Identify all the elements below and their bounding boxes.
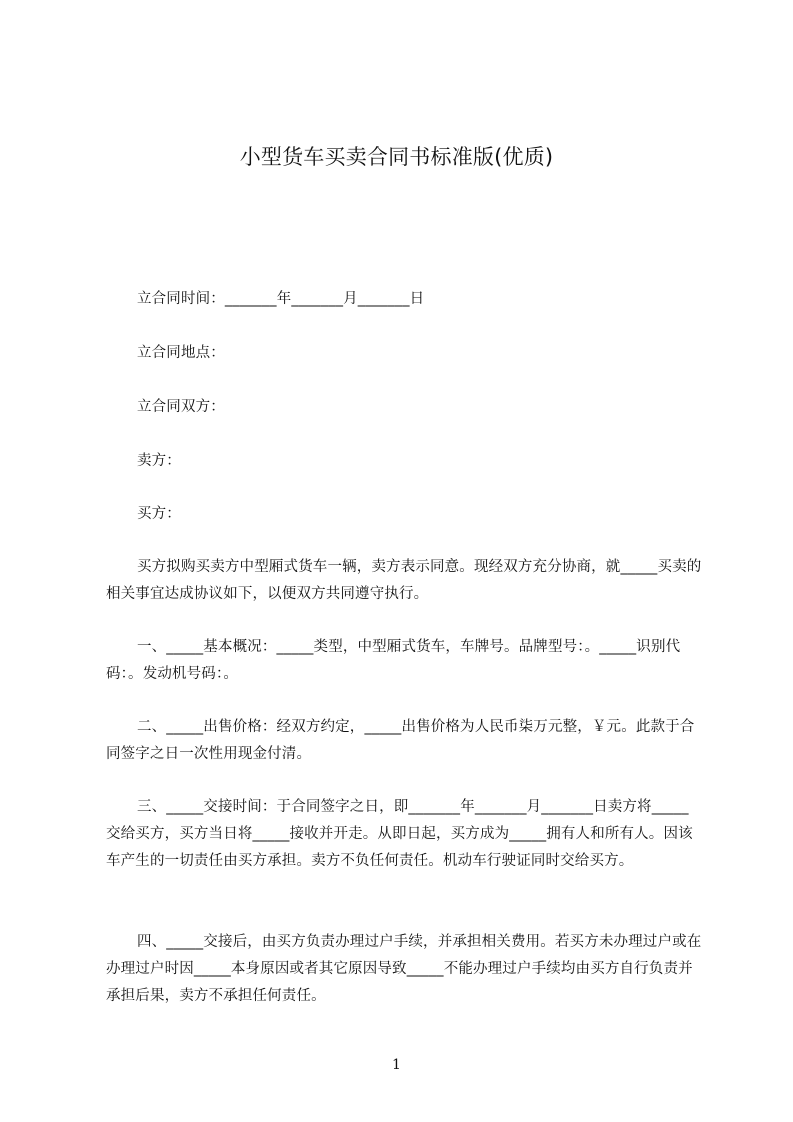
contract-parties-line: 立合同双方： <box>137 399 225 415</box>
buyer-line: 买方： <box>137 506 181 522</box>
clause-2-paragraph: 二、_____出售价格：经双方约定，_____出售价格为人民币柒万元整，￥元。此款于合同签字之日一次性用现金付清。 <box>106 719 695 762</box>
document-title: 小型货车买卖合同书标准版(优质) <box>239 145 554 169</box>
clause-4-paragraph: 四、_____交接后，由买方负责办理过户手续，并承担相关费用。若买方未办理过户或在办理过户时因_____本身原因或者其它原因导致_____不能办理过户手续均由买方自行负责并承担后果，卖方不承担任何责任。 <box>106 934 702 1004</box>
contract-location-line: 立合同地点： <box>137 345 225 361</box>
page-number: 1 <box>392 1057 401 1073</box>
contract-date-line: 立合同时间：_______年_______月_______日 <box>137 291 425 307</box>
clause-1-paragraph: 一、_____基本概况：_____类型，中型厢式货车，车牌号。品牌型号：。_____识别代码：。发动机号码：。 <box>106 639 681 682</box>
intro-paragraph: 买方拟购买卖方中型厢式货车一辆，卖方表示同意。现经双方充分协商，就_____买卖的相关事宜达成协议如下，以便双方共同遵守执行。 <box>106 559 702 602</box>
clause-3-paragraph: 三、_____交接时间：于合同签字之日，即_______年_______月_______日卖方将_____交给买方，买方当日将_____接收并开走。从即日起，买方成为_____拥有人和所有人。因该车产生的一切责任由买方承担。卖方不负任何责任。机动车行驶证同时交给买方。 <box>106 799 693 869</box>
seller-line: 卖方： <box>137 453 181 469</box>
